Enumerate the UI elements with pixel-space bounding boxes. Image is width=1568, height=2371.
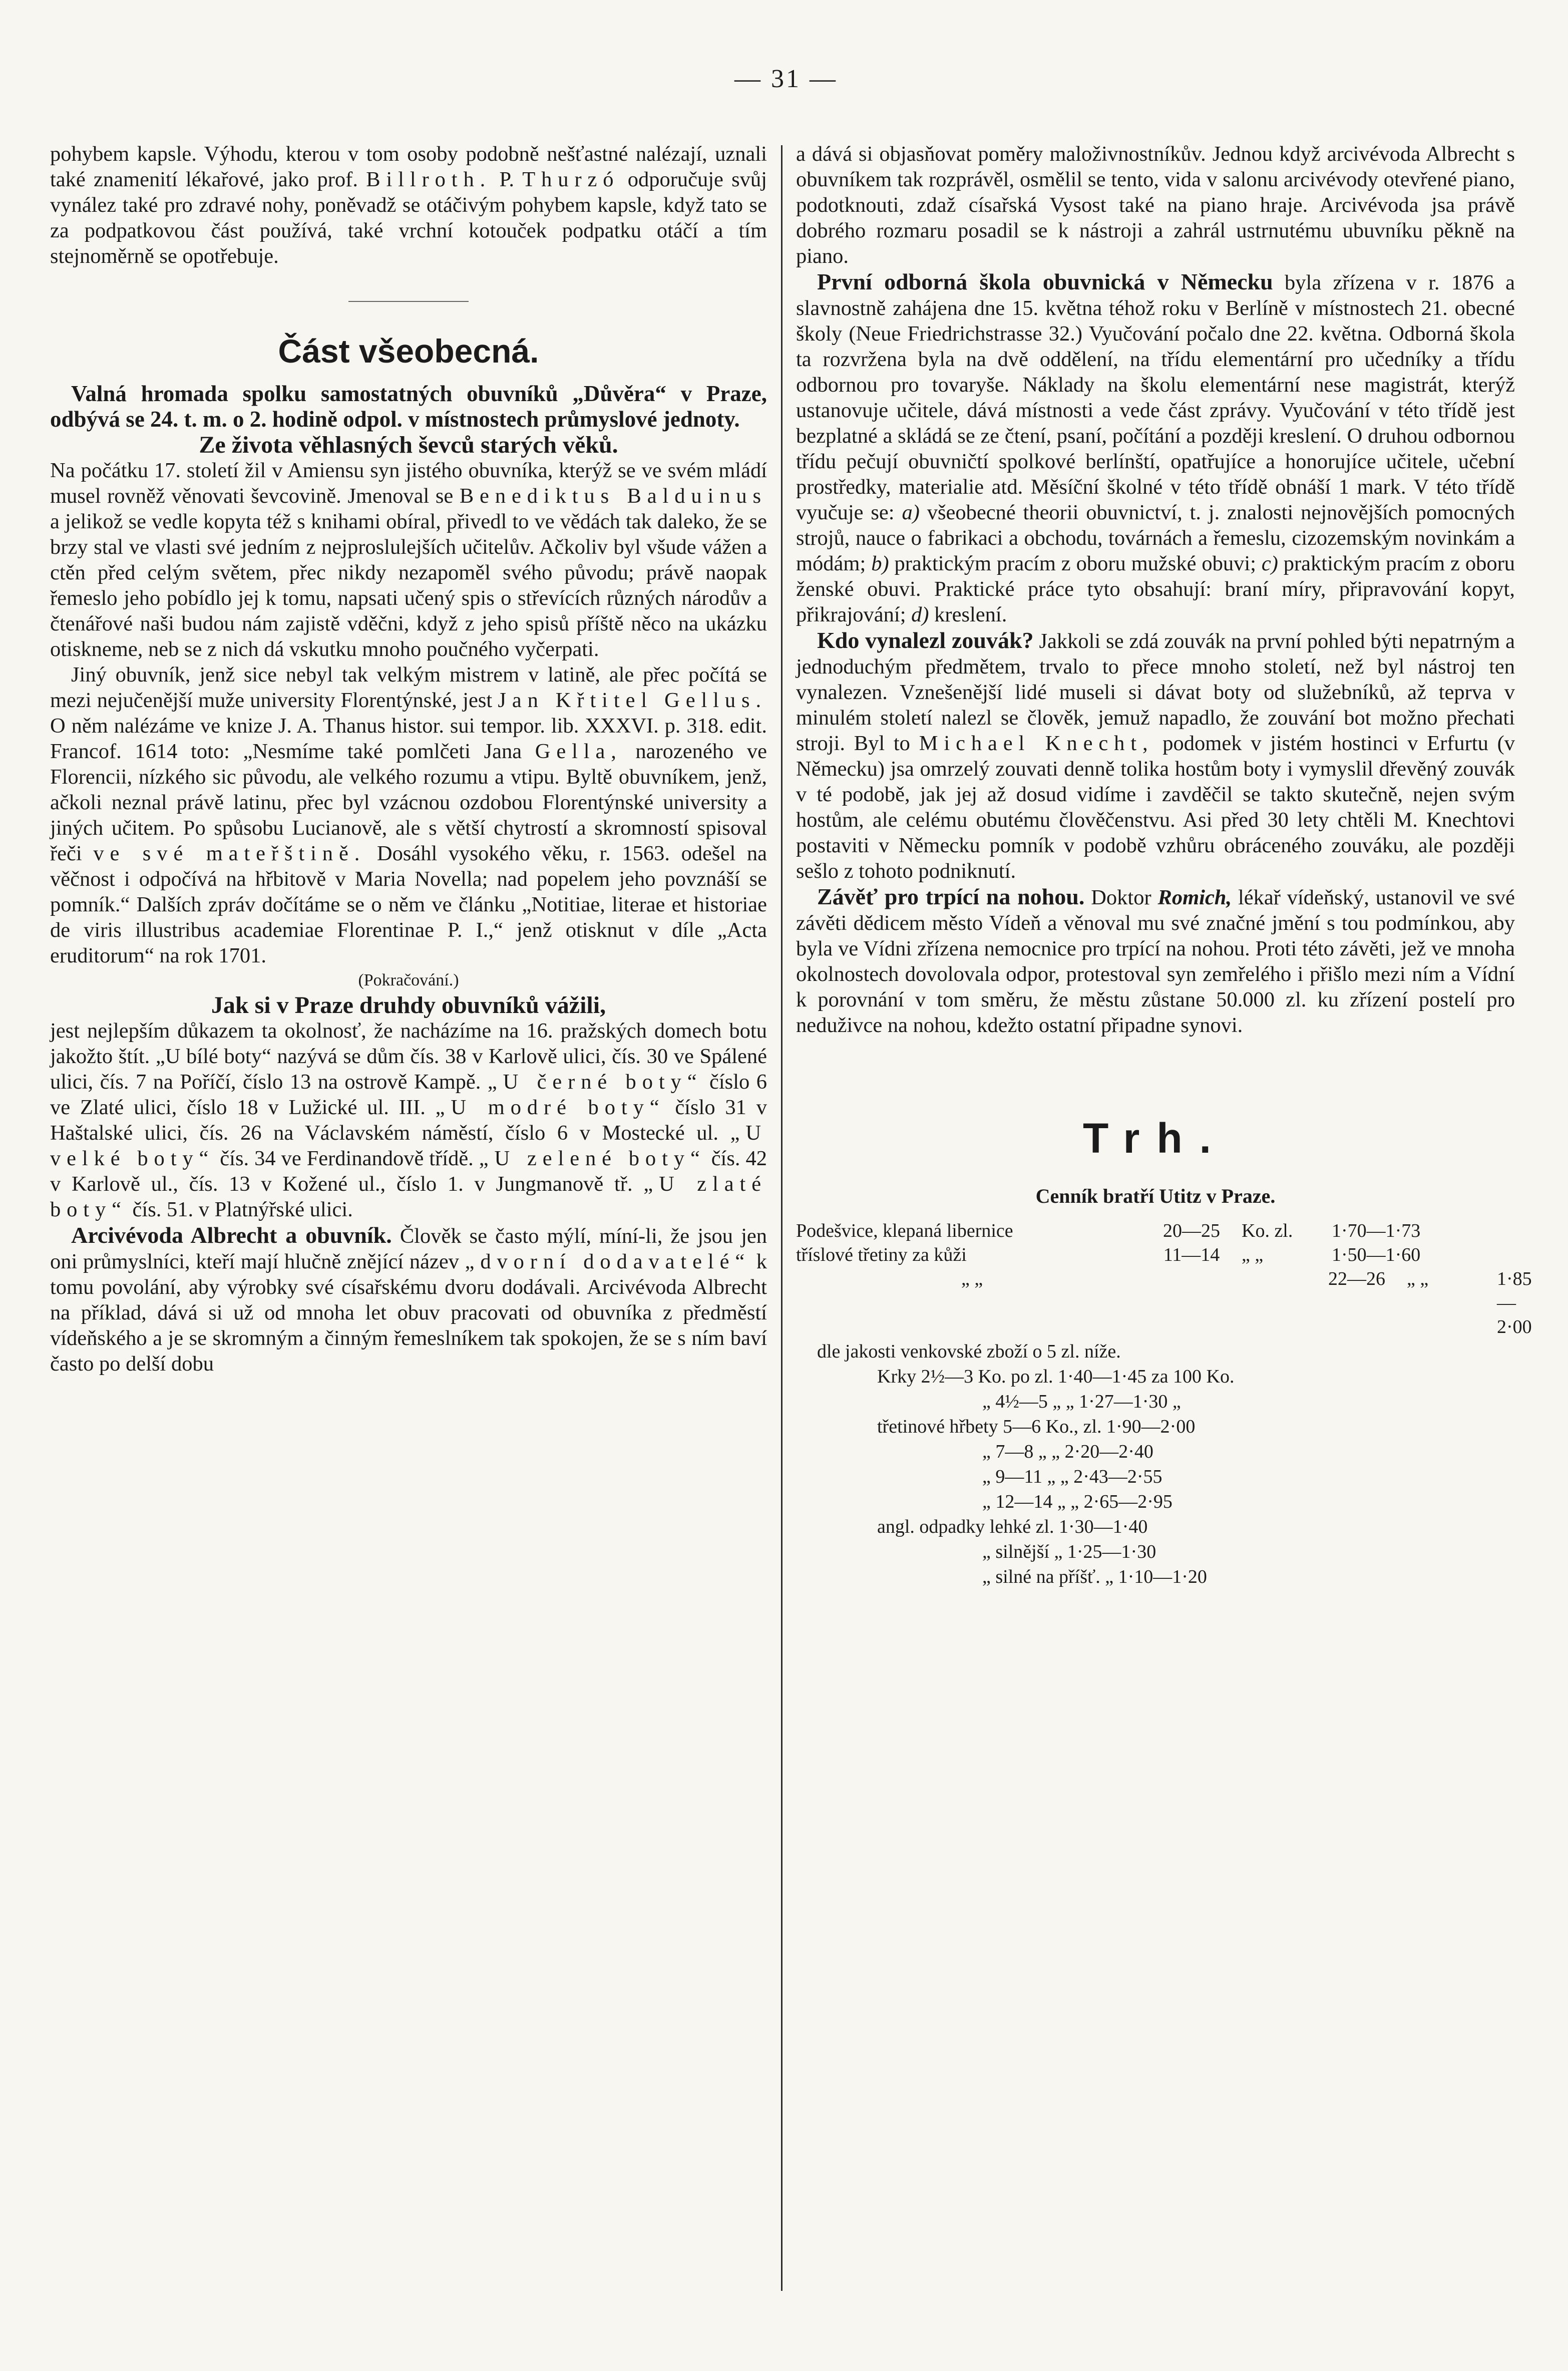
article-headline-testament: Závěť pro trpící na nohou. (817, 884, 1085, 909)
separator-rule (348, 301, 469, 302)
article-text: čís. 42 v Karlově ul., čís. 13 v Kožené ul., číslo 1. v Jungmanově tř. (50, 1147, 767, 1196)
page-number: — 31 — (734, 65, 838, 93)
right-column (796, 141, 1532, 2291)
price-line-odpadky: angl. odpadky lehké zl. 1·30—1·40 (877, 1516, 1148, 1537)
article-lives-p2 (50, 662, 767, 968)
article-bootjack (796, 627, 1515, 884)
price-item-price: 1·85—2·00 (1497, 1268, 1532, 1337)
article-text: všeobecné theorii obuvnictví, t. j. znalosti nejnovějších pomocných strojů, nauce o fabrikaci a obchodu, továrnách a řemeslu, cizozemským novinkám a módám; (796, 501, 1515, 575)
article-school (796, 269, 1515, 627)
name-knecht: Michael Knecht, (919, 732, 1154, 755)
article-text: podomek v jistém hostinci v Erfurtu (v Německu) jsa omrzelý zouvati denně tolika hostům boty i vymyslil dřevěný zouvák v té podobě, jak jej až dosud vidíme i zavděčil se takto skutečně, nejen svým hostům, ale celému obutému člověčenstvu. Asi před 30 lety chtěli M. Knechtovi postaviti v Německu pomník v podobě vzhůru obráceného zouváku, ale později sešlo z tohoto podniknutí. (796, 732, 1515, 883)
emphasis-court-suppliers: „dvorní dodavatelé“ (465, 1250, 751, 1273)
name-gella: Gella, (535, 740, 622, 763)
article-text: čís. 34 ve Ferdinandově třídě. (220, 1147, 474, 1170)
article-text: k tomu povolání, aby výrobky své císařskému dvoru dodávali. Arcivévoda Albrecht na příklad, dává si už od mnoha let obuv pracovati od obuvníka z předměstí vídeňského a je se skromným a činným řemeslníkem tak spokojen, že se s ním baví často po delší dobu (50, 1250, 767, 1376)
name-gellus: Jan Křtitel Gellus. (498, 689, 767, 712)
article-text: Jakkoli se zdá zouvák na první pohled býti nepatrným a jednoduchým předmětem, trvalo to přece mnoho století, než byl nástroj ten vynalezen. Vznešenější lidé museli si dávat boty od služebníků, až teprva v minulém století nalezl se člověk, jemuž napadlo, že zouvání bot možno přechati stroji. Byl to (796, 629, 1515, 755)
name-balduinus: Benediktus Balduinus (459, 484, 767, 508)
article-text: Dosáhl vysokého věku, r. 1563. odešel na věčnost i odpočívá na hřbitově v Maria Novella; nad popelem jeho povznáší se pomník.“ Dalších zpráv dočítáme se o něm ve článku „Notitiae, literae et historiae de viris illustribus academiae Florentinae P. I.,“ jenž otisknut v díle „Acta eruditorum“ na rok 1701. (50, 842, 767, 967)
list-marker-b: b) (871, 552, 889, 575)
house-name-golden-boot: „U zlaté boty“ (50, 1172, 767, 1221)
price-item-name: tříslové třetiny za kůži (796, 1244, 967, 1265)
price-line-krky: Krky 2½—3 Ko. po zl. 1·40—1·45 za 100 Ko. (877, 1366, 1235, 1387)
article-albrecht-cont: a dává si objasňovat poměry maloživnostníkův. Jednou když arcivévoda Albrecht s obuvníkem tak rozprávěl, osmělil se tento, vida v salonu arcivévody otevřené piano, podotknouti, zdaž císařská Vysost také na piano hraje. Arcivévoda jsa právě dobrého rozmaru posadil se k nástroji a zahrál ustrnutému ubuvníku pěkně na piano. (796, 142, 1515, 268)
house-name-blue-boot: „U modré boty“ (435, 1096, 665, 1119)
market-title: Trh. (1082, 1115, 1228, 1162)
article-headline-bootjack: Kdo vynalezl zouvák? (817, 627, 1034, 653)
name-thurzo: Thurzó (522, 168, 620, 191)
article-text: Doktor (1091, 886, 1151, 909)
article-headline-albrecht: Arcivévoda Albrecht a obuvník. (71, 1222, 392, 1248)
price-line-hrbety: „ 7—8 „ „ 2·20—2·40 (982, 1441, 1153, 1462)
article-prague-text (50, 1018, 767, 1222)
house-name-green-boot: „U zelené boty“ (479, 1147, 706, 1170)
column-divider (781, 145, 782, 2291)
emphasis-materstina: ve své mateřštině. (93, 842, 366, 865)
article-text: O něm nalézáme ve knize J. A. Thanus histor. sui tempor. lib. XXXVI. p. 318. edit. Francof. 1614 toto: „Nesmíme také pomlčeti Jana (50, 714, 767, 763)
article-headline-prague: Jak si v Praze druhdy obuvníků vážili, (211, 992, 606, 1019)
name-romich: Romich, (1157, 886, 1232, 909)
price-item-range: 20—25 (1163, 1220, 1220, 1241)
article-text: Člověk se často mýlí, míní-li, že jsou jen oni průmyslníci, kteří mají hlučně znějící název (50, 1224, 767, 1273)
intro-text: pohybem kapsle. Výhodu, kterou v tom osoby podobně nešťastné nalézají, uznali také znamenití lékařové, jako prof. (50, 142, 767, 191)
article-text: byla zřízena v r. 1876 a slavnostně zahájena dne 15. května téhož roku v Berlíně v místnostech 21. obecné školy (Neue Friedrichstrasse 32.) Vyučování počalo dne 22. května. Odborná škola ta rozvržena byla na dvě oddělení, na třídu elementární pro učedníky a třídu odbornou pro tovaryše. Náklady na školu elementární nese magistrát, kterýž ustanovuje učitele, dává místnosti a vede část zprávy. Vyučování v této třídě jest bezplatné a skládá se ze čtení, psaní, počítání a později kreslení. O druhou odbornou třídu pečují obuvničtí spolkové berlínští, opatřujíce a honorujíce učitele, učební prostředky, materialie atd. Měsíční školné v této třídě obnáší 1 mark. V této třídě vyučuje se: (796, 271, 1515, 524)
price-row (796, 1267, 1532, 1339)
article-lives-p1 (50, 458, 767, 662)
article-text: praktickým pracím z oboru ženské obuvi. Praktické práce tyto obsahují: braní míry, připravování kopyt, přikrajování; (796, 552, 1515, 626)
price-note: dle jakosti venkovské zboží o 5 zl. níže. (817, 1341, 1121, 1362)
house-name-big-boot: „U velké boty“ (50, 1121, 767, 1170)
article-text: kreslení. (934, 603, 1007, 626)
article-text: lékař vídeňský, ustanovil ve své závěti dědicem město Vídeň a věnoval mu své značné jmění s tou podmínkou, aby byla ve Vídni zřízena nemocnice pro trpící na nohou. Proti této závěti, jež ve mnoha okolnostech dovolovala odpor, protestoval syn zemřelého i přišlo mezi ním a Vídní k porovnání v tom směru, že městu zůstane 50.000 zl. ku zřízení postelí pro neduživce na nohou, kdežto ostatní připadne synovi. (796, 886, 1515, 1037)
article-text: jest nejlepším důkazem ta okolnosť, že nacházíme na 16. pražských domech botu jakožto štít. „U bílé boty“ nazývá se dům čís. 38 v Karlově ulici, čís. 30 ve Spálené ulici, čís. 7 na Poříčí, číslo 13 na ostrově Kampě. (50, 1019, 767, 1094)
price-item-range: 11—14 (1163, 1244, 1220, 1265)
price-item-unit: „ „ (1242, 1244, 1264, 1265)
price-row (796, 1219, 1515, 1243)
intro-initial: P. (499, 168, 515, 191)
price-line-hrbety: „ 9—11 „ „ 2·43—2·55 (982, 1466, 1162, 1487)
house-name-black-boot: „U černé boty“ (487, 1070, 703, 1094)
article-text: a jelikož se vedle kopyta též s knihami obíral, přivedl to ve vědách tak daleko, že se brzy stal ve vlasti své jedním z nejproslulejších učitelův. Ačkoliv byl všude vážen a ctěn před celým světem, přec nikdy nezapoměl svého původu; právě naopak řemeslo jeho pobídlo jej k tomu, napsati učený spis o střevících různých národův a čtenářové naši budou nám zajistě vděčni, když z jeho spisů příště něco na ukázku otiskneme, neb se z nich dá vskutku mnoho poučného vyčerpati. (50, 510, 767, 661)
article-testament (796, 884, 1515, 1038)
intro-text-end: odporučuje svůj vynález také pro zdravé nohy, poněvadž se otáčivým pohybem kapsle, když tato se za podpatkovou část používá, také vrchní kotouček podpatku otáčí a tím stejnoměrně se opotřebuje. (50, 168, 767, 268)
price-item-price: 1·50—1·60 (1332, 1244, 1421, 1265)
price-row (796, 1243, 1515, 1267)
list-marker-a: a) (902, 501, 920, 524)
article-text: čís. 51. v Platnýřské ulici. (132, 1198, 353, 1221)
article-text: číslo 6 ve Zlaté ulici, číslo 18 v Lužické ul. III. (50, 1070, 767, 1119)
price-item-unit: „ „ (1407, 1268, 1429, 1289)
price-line-krky: „ 4½—5 „ „ 1·27—1·30 „ (982, 1391, 1181, 1412)
price-line-odpadky: „ silné na příšť. „ 1·10—1·20 (982, 1566, 1207, 1587)
intro-paragraph (50, 141, 767, 269)
price-line-odpadky: „ silnější „ 1·25—1·30 (982, 1541, 1156, 1562)
article-headline-school: První odborná škola obuvnická v Německu (817, 269, 1273, 294)
price-line-hrbety: třetinové hřbety 5—6 Ko., zl. 1·90—2·00 (877, 1416, 1196, 1437)
price-list-title: Cenník bratří Utitz v Praze. (1035, 1185, 1276, 1207)
article-text: číslo 31 v Haštalské ulici, čís. 26 na Václavském náměstí, číslo 6 v Mostecké ul. (50, 1096, 767, 1145)
list-marker-c: c) (1261, 552, 1278, 575)
section-title: Část všeobecná. (278, 332, 539, 370)
price-item-price: 1·70—1·73 (1332, 1220, 1421, 1241)
article-text: Na počátku 17. století žil v Amiensu syn jistého obuvníka, kterýž se ve svém mládí musel rovněž věnovati ševcovině. Jmenoval se (50, 459, 767, 508)
price-line-hrbety: „ 12—14 „ „ 2·65—2·95 (982, 1491, 1172, 1512)
price-item-range: 22—26 (1328, 1268, 1385, 1289)
price-item-name: Podešvice, klepaná libernice (796, 1220, 1013, 1241)
assembly-notice: Valná hromada spolku samostatných obuvníků „Důvěra“ v Praze, odbývá se 24. t. m. o 2. hodině odpol. v místnostech průmyslové jednoty. (50, 381, 767, 432)
article-text: narozeného ve Florencii, nízkého sic původu, ale velkého rozumu a vtipu. Byltě obuvníkem, jenž, ačkoli neznal právě latinu, přec byl vzácnou ozdobou Florentýnské university a jiných učitem. Po spůsobu Lucianově, ale s větší chytrostí a skromností spisoval řeči (50, 740, 767, 865)
price-item-unit: Ko. zl. (1242, 1220, 1293, 1241)
article-text: praktickým pracím z oboru mužské obuvi; (894, 552, 1256, 575)
list-marker-d: d) (911, 603, 929, 626)
price-table (796, 1219, 1532, 1589)
article-headline-lives: Ze života věhlasných ševců starých věků. (199, 432, 618, 458)
name-billroth: Billroth. (366, 168, 492, 191)
left-column (50, 141, 767, 2291)
article-albrecht-start (50, 1222, 767, 1377)
price-item-name: „ „ (961, 1268, 983, 1289)
article-text: Jiný obuvník, jenž sice nebyl tak velkým mistrem v latině, ale přec počítá se mezi nejučenější muže university Florentýnské, jest (50, 663, 767, 712)
continued-note: (Pokračování.) (358, 971, 459, 989)
